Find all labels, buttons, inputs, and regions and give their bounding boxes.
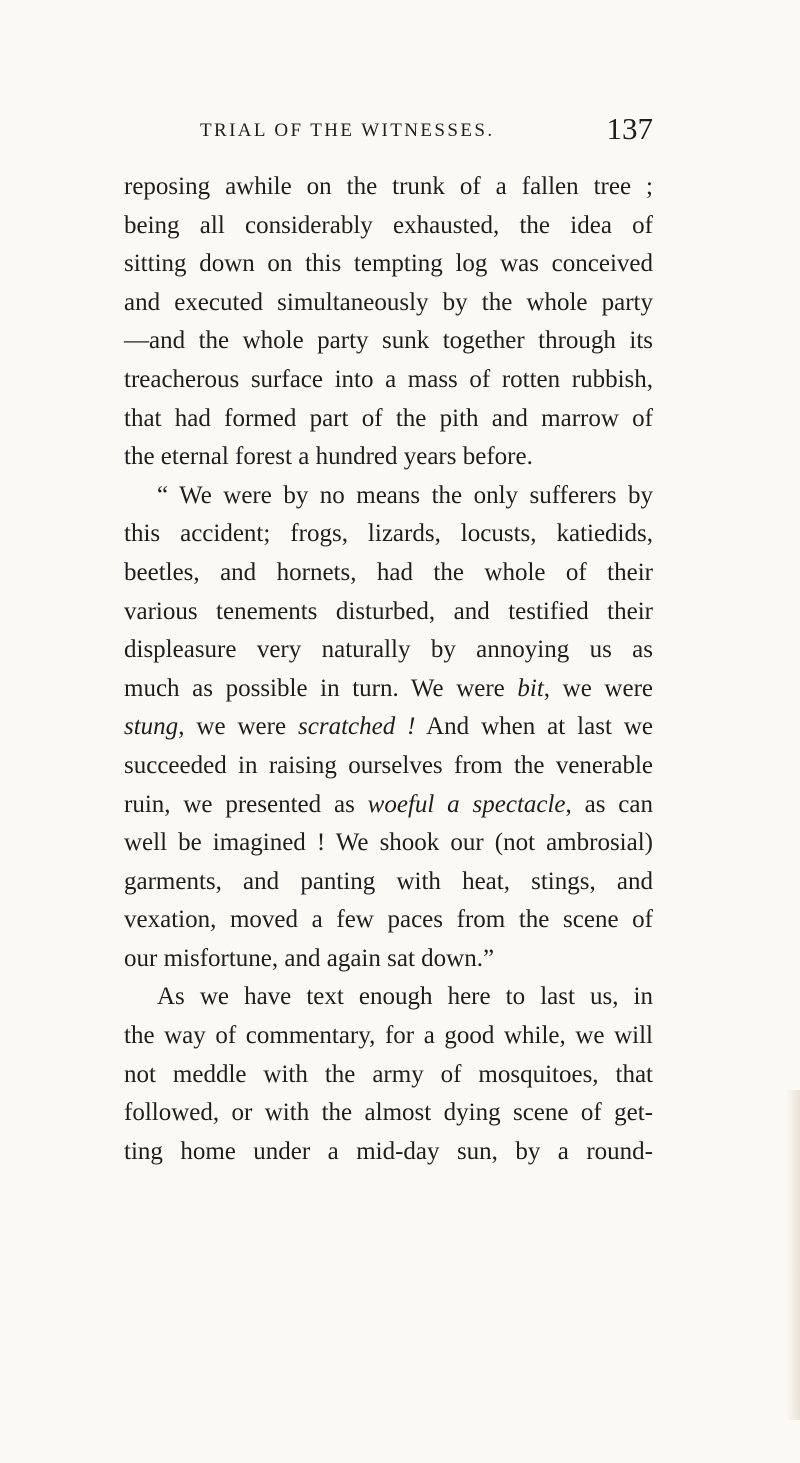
text-line: treacherous surface into a mass of rotten rubbish, xyxy=(124,365,653,393)
page-number: 137 xyxy=(606,111,653,146)
italic-run: bit xyxy=(517,674,544,702)
paragraph-start-line: “ We were by no means the only sufferers by xyxy=(157,481,653,509)
text-line: not meddle with the army of mosquitoes, that xyxy=(124,1060,653,1088)
text-line: ting home under a mid-day sun, by a round- xyxy=(124,1137,653,1165)
text-line: this accident; frogs, lizards, locusts, katiedids, xyxy=(124,520,653,548)
paragraph-start-line: As we have text enough here to last us, in xyxy=(157,983,653,1011)
text-line: followed, or with the almost dying scene of get- xyxy=(124,1099,653,1127)
text-run: much as possible in turn. We were xyxy=(124,674,518,702)
running-title: TRIAL OF THE WITNESSES. xyxy=(200,120,495,141)
paragraph-end-line: our misfortune, and again sat down.” xyxy=(124,944,495,972)
text-line-with-italic xyxy=(124,708,653,747)
page-edge-shadow xyxy=(786,1090,800,1420)
text-line: vexation, moved a few paces from the scene of xyxy=(124,906,653,934)
text-line: displeasure very naturally by annoying us as xyxy=(124,636,653,664)
text-line: succeeded in raising ourselves from the venerable xyxy=(124,751,653,779)
text-run: ruin, we presented as xyxy=(124,790,368,818)
text-line: and executed simultaneously by the whole party xyxy=(124,288,653,316)
text-line-with-italic xyxy=(124,670,653,709)
text-line: beetles, and hornets, had the whole of their xyxy=(124,558,653,586)
text-line-with-italic xyxy=(124,786,653,825)
text-run: , as can xyxy=(565,790,653,818)
text-run: , we were xyxy=(178,713,299,741)
text-line: the way of commentary, for a good while, we will xyxy=(124,1022,653,1050)
italic-run: scratched ! xyxy=(298,713,416,741)
paragraph-end-line: the eternal forest a hundred years before. xyxy=(124,443,533,471)
text-line: garments, and panting with heat, stings, and xyxy=(124,867,653,895)
text-run: And when at last we xyxy=(415,713,653,741)
text-line: sitting down on this tempting log was conceived xyxy=(124,250,653,278)
text-line: that had formed part of the pith and marrow of xyxy=(124,404,653,432)
text-run: , we were xyxy=(543,674,653,702)
text-line: reposing awhile on the trunk of a fallen tree ; xyxy=(124,173,653,200)
italic-run: woeful a spectacle xyxy=(367,790,566,818)
body-text xyxy=(124,168,653,1171)
text-line: various tenements disturbed, and testified their xyxy=(124,597,653,625)
running-head xyxy=(200,111,653,156)
text-line: well be imagined ! We shook our (not ambrosial) xyxy=(124,829,653,857)
italic-run: stung xyxy=(124,713,179,741)
text-line: being all considerably exhausted, the idea of xyxy=(124,211,653,239)
text-line: —and the whole party sunk together through its xyxy=(124,327,653,355)
